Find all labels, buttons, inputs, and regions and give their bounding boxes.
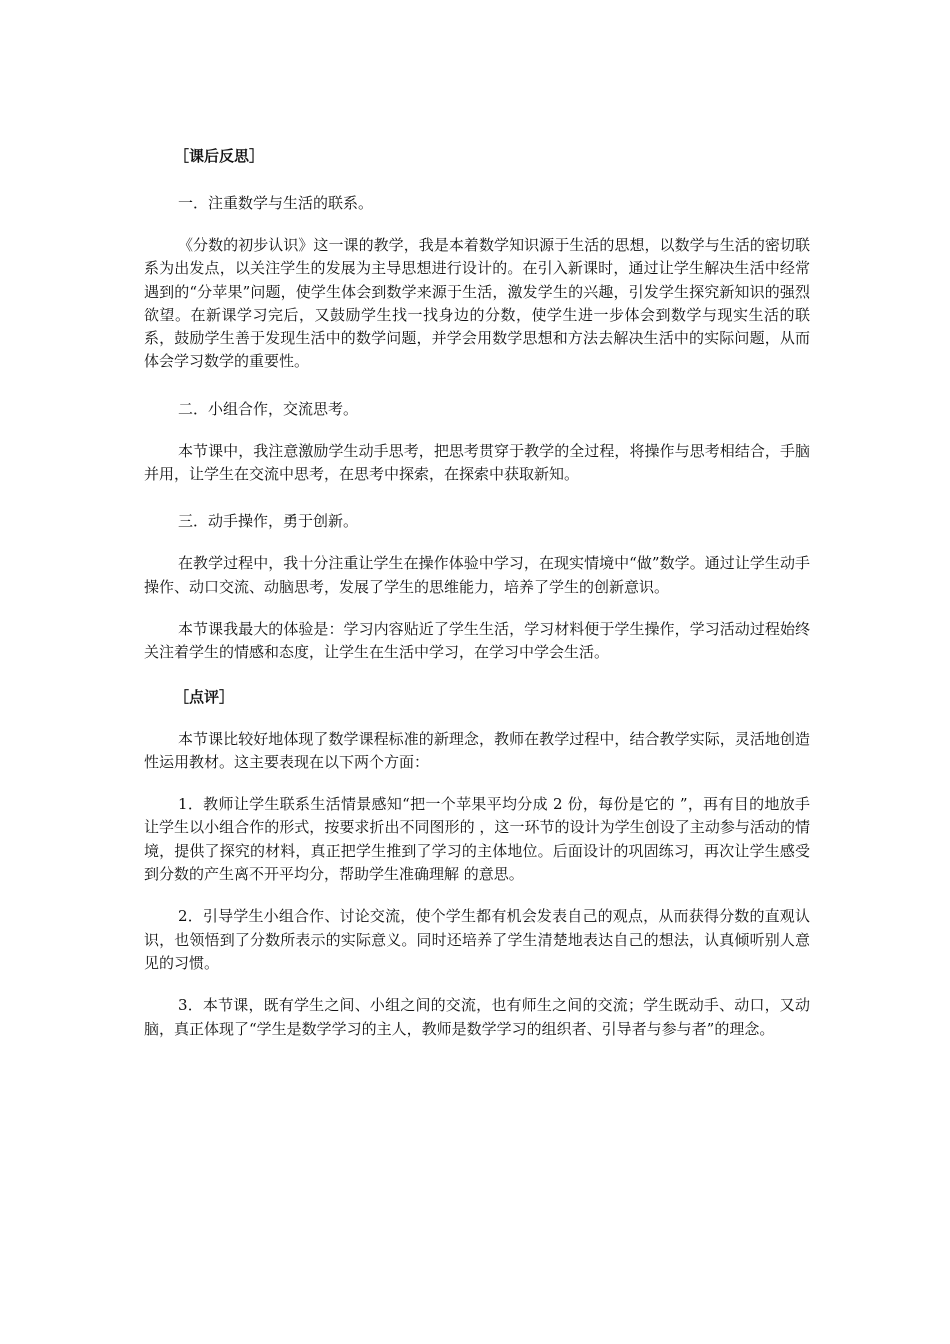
section-3-title: 三．动手操作，勇于创新。 — [178, 512, 359, 531]
section-2-title: 二．小组合作，交流思考。 — [178, 399, 359, 418]
section-3-paragraph-2: 本节课我最大的体验是：学习内容贴近了学生生活，学习材料便于学生操作，学习活动过程始终关注着学生的情感和态度，让学生在生活中学习，在学习中学会生活。 — [144, 619, 810, 662]
section-1-paragraph: 《分数的初步认识》这一课的教学，我是本着数学知识源于生活的思想，以数学与生活的密切联系为出发点，以关注学生的发展为主导思想进行设计的。在引入新课时，通过让学生解决生活中经常遇到的“分苹果”问题，使学生体会到数学来源于生活，激发学生的兴趣，引发学生探究新知识的强烈欲望。在新课学习完后，又鼓励学生找一找身边的分数，使学生进一步体会到数学与现实生活的联系，鼓励学生善于发现生活中的数学问题，并学会用数学思想和方法去解决生活中的实际问题，从而体会学习数学的重要性。 — [144, 236, 810, 371]
review-heading: ［点评］ — [174, 687, 235, 706]
section-3-paragraph-1: 在教学过程中，我十分注重让学生在操作体验中学习，在现实情境中“做”数学。通过让学生动手操作、动口交流、动脑思考，发展了学生的思维能力，培养了学生的创新意识。 — [144, 554, 810, 596]
review-intro: 本节课比较好地体现了数学课程标准的新理念，教师在教学过程中，结合教学实际，灵活地创造性运用教材。这主要表现在以下两个方面： — [144, 729, 810, 771]
section-1-title: 一．注重数学与生活的联系。 — [178, 194, 374, 212]
reflection-heading: ［课后反思］ — [174, 147, 265, 165]
review-point-3: 3．本节课，既有学生之间、小组之间的交流，也有师生之间的交流；学生既动手、动口，又动脑，真正体现了“学生是数学学习的主人，教师是数学学习的组织者、引导者与参与者”的理念。 — [144, 996, 810, 1038]
section-2-paragraph: 本节课中，我注意激励学生动手思考，把思考贯穿于教学的全过程，将操作与思考相结合，手脑并用，让学生在交流中思考，在思考中探索，在探索中获取新知。 — [144, 441, 810, 484]
review-point-1: 1．教师让学生联系生活情景感知“把一个苹果平均分成 2 份，每份是它的 ”，再有目的地放手让学生以小组合作的形式，按要求折出不同图形的 ，这一环节的设计为学生创设了主动参与活动的情境，提供了探究的材料，真正把学生推到了学习的主体地位。后面设计的巩固练习，再次让学生感受到分数的产生离不开平均分，帮助学生准确理解 的意思。 — [144, 795, 810, 884]
review-point-2: 2．引导学生小组合作、讨论交流，使个学生都有机会发表自己的观点，从而获得分数的直观认识，也领悟到了分数所表示的实际意义。同时还培养了学生清楚地表达自己的想法，认真倾听别人意见的习惯。 — [144, 907, 810, 972]
document-page — [144, 140, 810, 1041]
